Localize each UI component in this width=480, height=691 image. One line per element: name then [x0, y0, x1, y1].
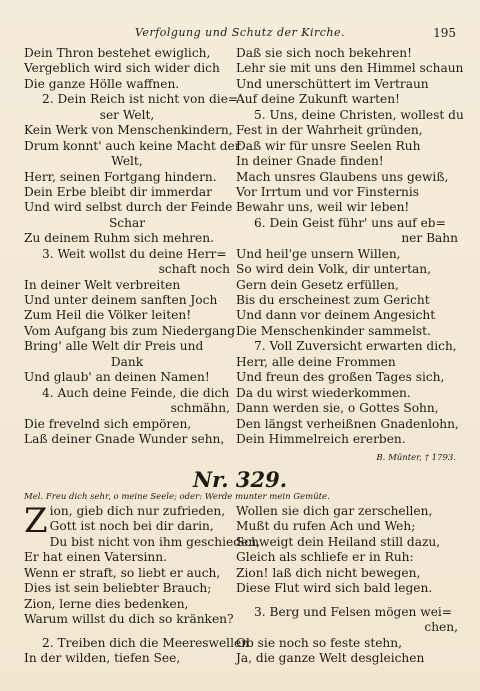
verse-line: Gleich als schliefe er in Ruh: — [236, 550, 414, 565]
verse-line: Auf deine Zukunft warten! — [236, 92, 400, 107]
verse-line: Zu deinem Ruhm sich mehren. — [24, 231, 214, 246]
verse-line: 7. Voll Zuversicht erwarten dich, — [254, 339, 457, 354]
verse-line: Den längst verheißnen Gnadenlohn, — [236, 416, 459, 431]
verse-line: Ob sie noch so feste stehn, — [236, 635, 403, 650]
verse-line: Du bist nicht von ihm geschieden, — [49, 534, 260, 549]
stanza-gap — [236, 597, 458, 605]
verse-line: 5. Uns, deine Christen, wollest du — [254, 107, 464, 122]
left-column-hymn-328 — [24, 46, 241, 447]
verse-line: Daß sie sich noch bekehren! — [236, 46, 412, 60]
verse-line: ner Bahn — [401, 231, 458, 246]
verse-line: In der wilden, tiefen See, — [24, 650, 181, 665]
verse-line: 3. Berg und Felsen mögen wei= — [254, 604, 453, 619]
verse-line: Wollen sie dich gar zerschellen, — [236, 504, 433, 518]
verse-line: Zum Heil die Völker leiten! — [24, 308, 192, 323]
verse-line: Die frevelnd sich empören, — [24, 416, 192, 431]
page-header — [0, 26, 480, 42]
verse-line: So wird dein Volk, dir untertan, — [236, 262, 431, 277]
verse-line: ser Welt, — [99, 107, 155, 122]
verse-line: Zion! laß dich nicht bewegen, — [236, 565, 421, 580]
verse-line: schaft noch — [158, 262, 230, 277]
verse-line: Wenn er straft, so liebt er auch, — [24, 565, 221, 580]
verse-line: 6. Dein Geist führ' uns auf eb= — [254, 215, 446, 230]
verse-line: Und glaub' an deinen Namen! — [24, 370, 210, 385]
verse-line: Da du wirst wiederkommen. — [236, 385, 411, 400]
left-column-hymn-329 — [24, 501, 260, 666]
verse-line: Und wird selbst durch der Feinde — [24, 200, 233, 215]
verse-line: Die ganze Hölle waffnen. — [24, 76, 180, 91]
drop-cap: Z — [24, 501, 48, 541]
verse-line: Fest in der Wahrheit gründen, — [236, 123, 423, 138]
verse-line: Kein Werk von Menschenkindern, — [24, 123, 233, 138]
verse-line: Dies ist sein beliebter Brauch; — [24, 581, 212, 596]
verse-line: Lehr sie mit uns den Himmel schaun — [236, 61, 464, 76]
verse-line: Vergeblich wird sich wider dich — [24, 61, 220, 76]
melody-note: Mel. Freu dich sehr, o meine Seele; oder: Werde munter mein Gemüte. — [24, 492, 330, 502]
hymn-number-heading: Nr. 329. — [192, 467, 288, 492]
verse-line: Laß deiner Gnade Wunder sehn, — [24, 431, 225, 446]
verse-line: Er hat einen Vatersinn. — [24, 550, 167, 565]
verse-line: Schar — [108, 215, 146, 230]
verse-line: In deiner Welt verbreiten — [24, 277, 181, 292]
verse-line: Herr, seinen Fortgang hindern. — [24, 169, 217, 184]
verse-line: Dann werden sie, o Gottes Sohn, — [236, 401, 439, 416]
right-column-hymn-329 — [236, 504, 458, 666]
verse-line: In deiner Gnade finden! — [236, 154, 384, 169]
verse-line: Die Menschenkinder sammelst. — [236, 323, 431, 338]
verse-line: Zion, lerne dies bedenken, — [24, 596, 189, 611]
verse-line: schmähn, — [170, 401, 230, 416]
verse-line: Und dann vor deinem Angesicht — [236, 308, 436, 323]
verse-line: Mußt du rufen Ach und Weh; — [236, 519, 416, 534]
verse-line: Und heil'ge unsern Willen, — [236, 246, 401, 261]
verse-line: Vor Irrtum und vor Finsternis — [236, 184, 420, 199]
verse-line: Bewahr uns, weil wir leben! — [236, 200, 410, 215]
verse-line: Und unerschüttert im Vertraun — [236, 76, 429, 91]
verse-line: Drum konnt' auch keine Macht der — [24, 138, 241, 153]
verse-line: Dank — [110, 354, 144, 369]
verse-line: Warum willst du dich so kränken? — [24, 612, 234, 627]
verse-line: ion, gieb dich nur zufrieden, — [49, 504, 226, 518]
verse-line: Mach unsres Glaubens uns gewiß, — [236, 169, 449, 184]
verse-line: 4. Auch deine Feinde, die dich — [42, 385, 230, 400]
verse-line: Daß wir für unsre Seelen Ruh — [236, 138, 421, 153]
verse-line: Und freun des großen Tages sich, — [236, 370, 445, 385]
verse-line: Bring' alle Welt dir Preis und — [24, 339, 204, 354]
right-column-hymn-328 — [236, 46, 464, 447]
page-number: 195 — [433, 26, 456, 40]
verse-line: Herr, alle deine Frommen — [236, 354, 396, 369]
verse-line: Schweigt dein Heiland still dazu, — [236, 534, 441, 549]
stanza-gap — [24, 628, 234, 636]
verse-line: Ja, die ganze Welt desgleichen — [236, 650, 425, 665]
verse-line: Und unter deinem sanften Joch — [24, 293, 218, 307]
verse-line: Welt, — [111, 154, 143, 169]
verse-line: Gott ist noch bei dir darin, — [49, 519, 214, 534]
verse-line: Bis du erscheinest zum Gericht — [236, 293, 430, 307]
verse-line: Gern dein Gesetz erfüllen, — [236, 277, 399, 292]
running-title: Verfolgung und Schutz der Kirche. — [135, 26, 345, 39]
verse-line: chen, — [424, 620, 458, 635]
verse-line: 2. Treiben dich die Meereswellen — [42, 635, 250, 650]
verse-line: Dein Thron bestehet ewiglich, — [24, 46, 211, 60]
author-credit: B. Münter, † 1793. — [376, 453, 456, 463]
verse-line: Dein Erbe bleibt dir immerdar — [24, 184, 212, 199]
verse-line: 3. Weit wollst du deine Herr= — [42, 246, 227, 261]
verse-line: Dein Himmelreich ererben. — [236, 431, 406, 446]
verse-line: Vom Aufgang bis zum Niedergang — [24, 323, 236, 338]
verse-line: 2. Dein Reich ist nicht von die= — [42, 92, 239, 107]
verse-line: Diese Flut wird sich bald legen. — [236, 581, 433, 596]
